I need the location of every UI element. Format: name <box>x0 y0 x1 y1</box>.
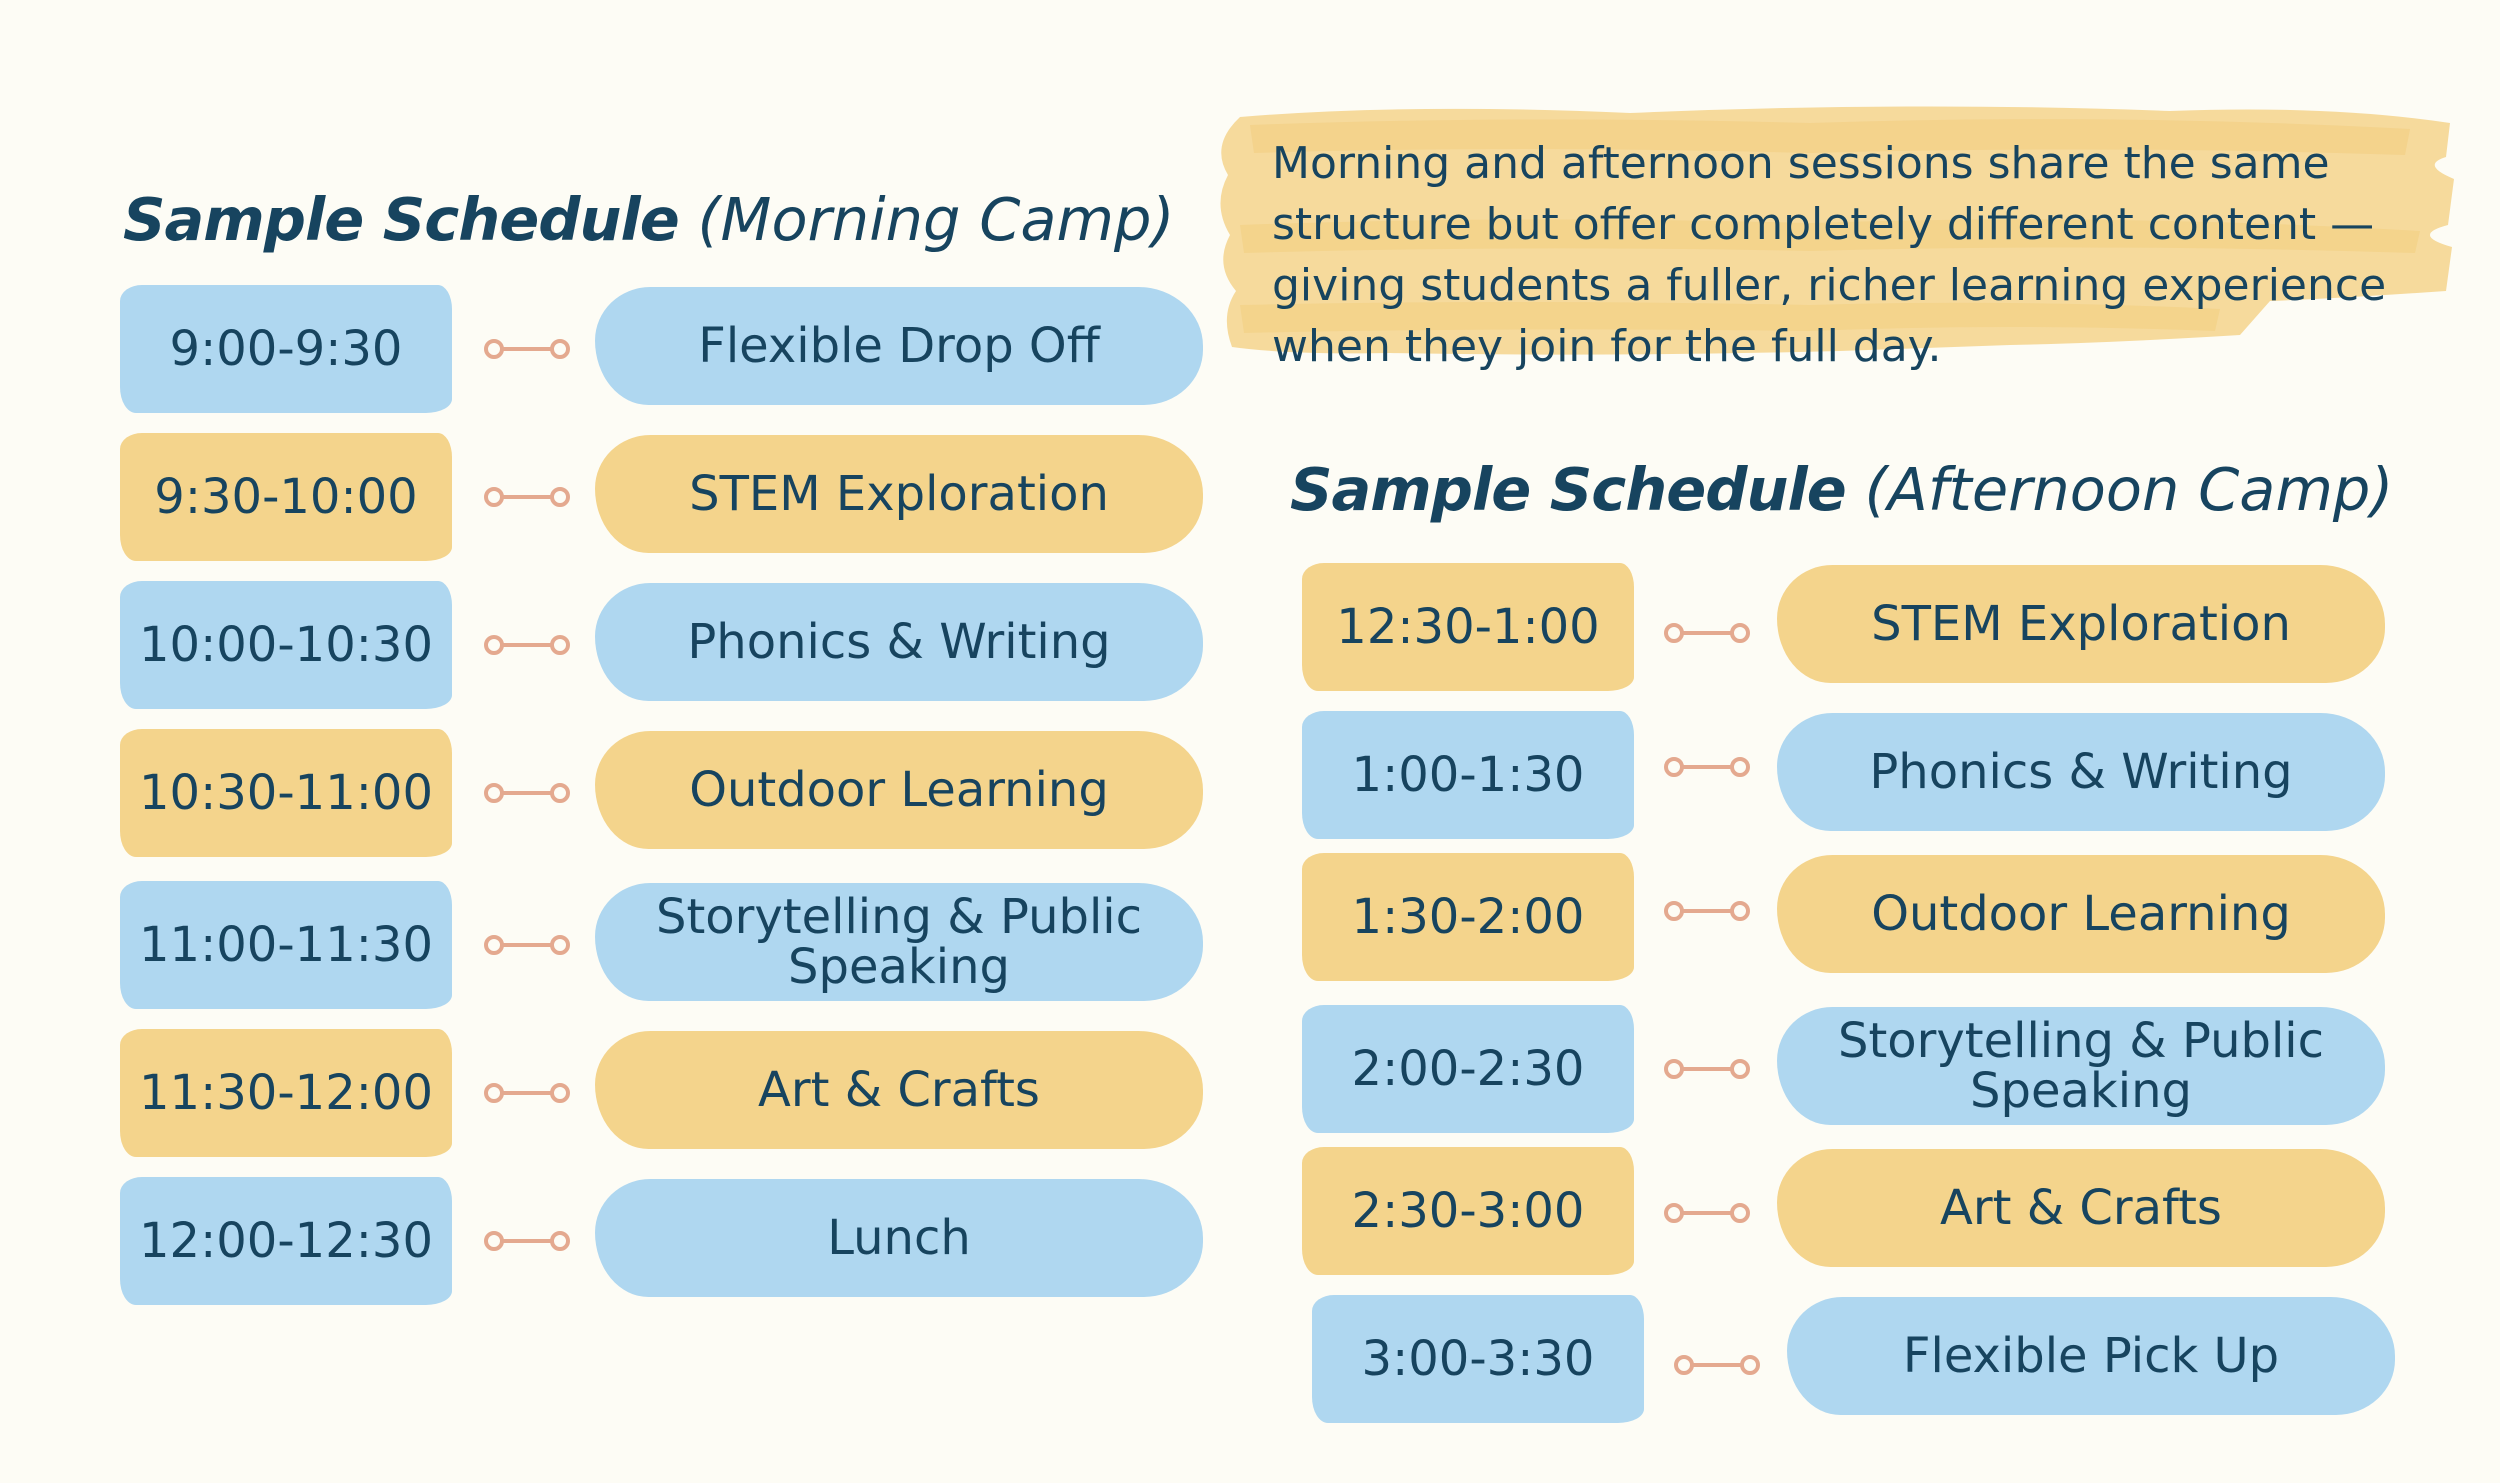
time-slot: 9:00-9:30 <box>120 285 452 413</box>
morning-schedule-title <box>123 185 1175 254</box>
activity-label: Art & Crafts <box>595 1031 1203 1149</box>
schedule-row <box>1302 711 2402 841</box>
connector-icon <box>1662 621 1752 645</box>
schedule-row <box>1302 853 2402 983</box>
connector-icon <box>482 485 572 509</box>
activity-label: Storytelling & Public Speaking <box>1777 1007 2385 1125</box>
activity-label: Flexible Drop Off <box>595 287 1203 405</box>
afternoon-title-subtitle: (Afternoon Camp) <box>1864 455 2394 524</box>
activity-label: Storytelling & Public Speaking <box>595 883 1203 1001</box>
schedule-row <box>120 433 1220 563</box>
connector-icon <box>1672 1353 1762 1377</box>
morning-title-bold: Sample Schedule <box>123 185 679 254</box>
activity-label: Phonics & Writing <box>595 583 1203 701</box>
note-highlight <box>1210 95 2455 405</box>
connector-icon <box>482 1229 572 1253</box>
time-slot: 12:00-12:30 <box>120 1177 452 1305</box>
schedule-row <box>120 1177 1220 1307</box>
activity-label: Flexible Pick Up <box>1787 1297 2395 1415</box>
time-slot: 11:30-12:00 <box>120 1029 452 1157</box>
schedule-row <box>120 581 1220 711</box>
schedule-row <box>120 285 1220 415</box>
connector-icon <box>482 933 572 957</box>
activity-label: STEM Exploration <box>1777 565 2385 683</box>
activity-label: Lunch <box>595 1179 1203 1297</box>
time-slot: 10:00-10:30 <box>120 581 452 709</box>
schedule-row <box>1302 1005 2402 1135</box>
schedule-row <box>120 1029 1220 1159</box>
note-text: Morning and afternoon sessions share the same structure but offer completely different content — giving students a fuller, richer learning experience when they join for the full day. <box>1272 138 2387 372</box>
schedule-row <box>120 729 1220 859</box>
schedule-row <box>1312 1295 2412 1425</box>
schedule-row <box>120 881 1220 1011</box>
connector-icon <box>482 1081 572 1105</box>
time-slot: 3:00-3:30 <box>1312 1295 1644 1423</box>
connector-icon <box>1662 1057 1752 1081</box>
time-slot: 2:00-2:30 <box>1302 1005 1634 1133</box>
time-slot: 10:30-11:00 <box>120 729 452 857</box>
schedule-row <box>1302 563 2402 693</box>
activity-label: STEM Exploration <box>595 435 1203 553</box>
time-slot: 2:30-3:00 <box>1302 1147 1634 1275</box>
schedule-row <box>1302 1147 2402 1277</box>
connector-icon <box>1662 899 1752 923</box>
activity-label: Phonics & Writing <box>1777 713 2385 831</box>
morning-title-subtitle: (Morning Camp) <box>697 185 1175 254</box>
connector-icon <box>1662 755 1752 779</box>
connector-icon <box>482 337 572 361</box>
time-slot: 1:00-1:30 <box>1302 711 1634 839</box>
afternoon-title-bold: Sample Schedule <box>1290 455 1846 524</box>
activity-label: Outdoor Learning <box>595 731 1203 849</box>
connector-icon <box>482 633 572 657</box>
connector-icon <box>1662 1201 1752 1225</box>
time-slot: 11:00-11:30 <box>120 881 452 1009</box>
activity-label: Outdoor Learning <box>1777 855 2385 973</box>
time-slot: 1:30-2:00 <box>1302 853 1634 981</box>
activity-label: Art & Crafts <box>1777 1149 2385 1267</box>
connector-icon <box>482 781 572 805</box>
time-slot: 12:30-1:00 <box>1302 563 1634 691</box>
time-slot: 9:30-10:00 <box>120 433 452 561</box>
afternoon-schedule-title <box>1290 455 2393 524</box>
